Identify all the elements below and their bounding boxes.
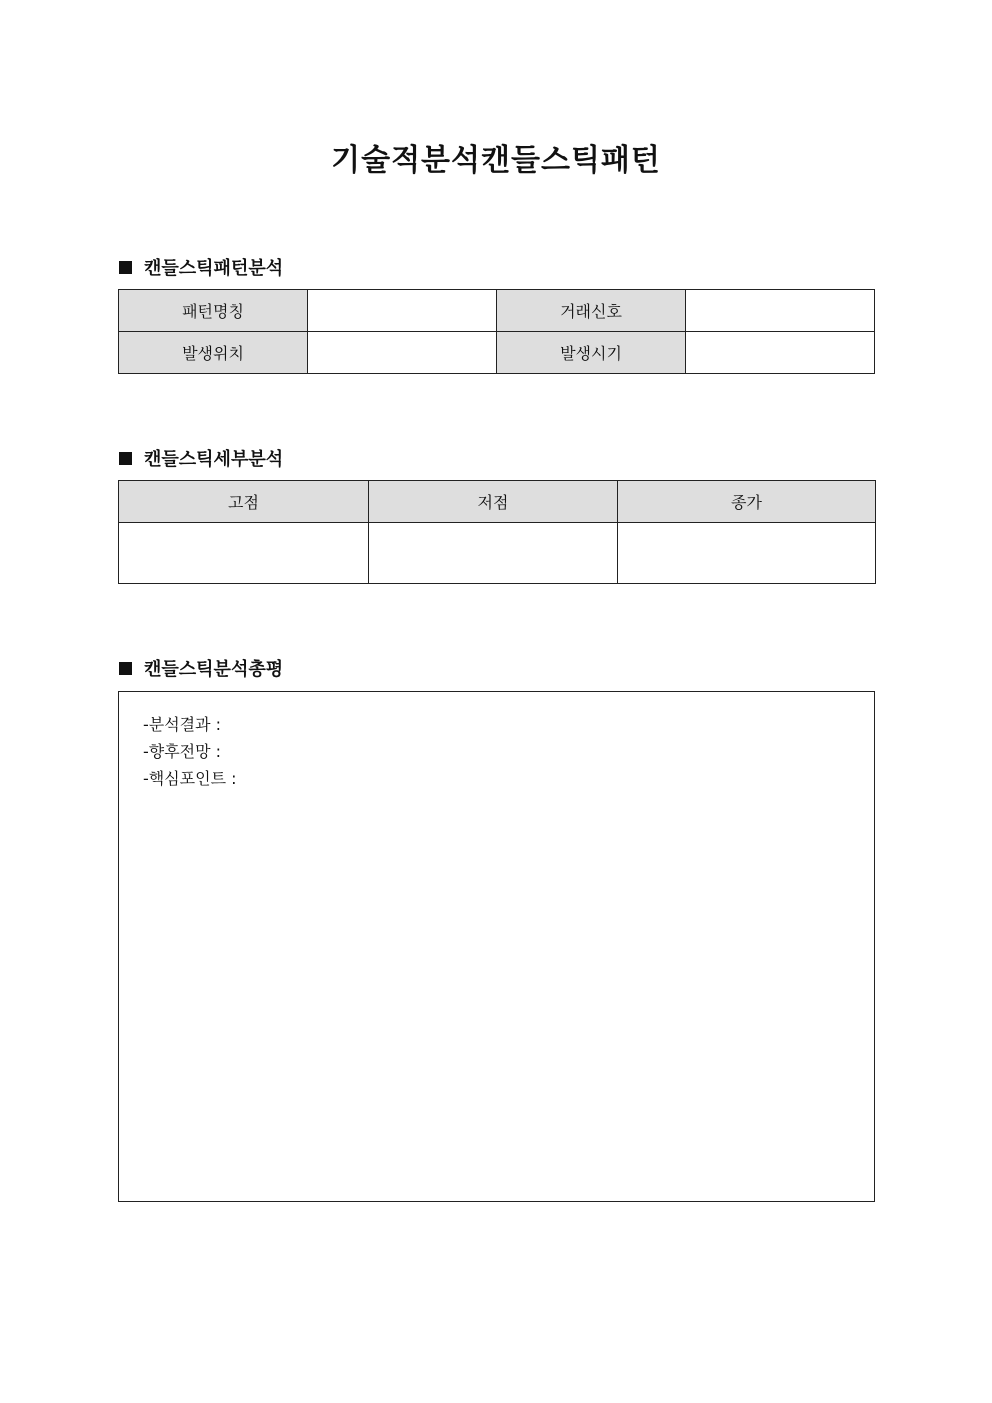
occurrence-location-field[interactable] (308, 332, 497, 374)
section-heading-detail (119, 445, 283, 471)
header-low: 저점 (369, 481, 618, 523)
square-bullet-icon (119, 452, 132, 465)
page-title: 기술적분석캔들스틱패턴 (331, 143, 661, 178)
section-title: 캔들스틱세부분석 (144, 449, 284, 470)
table-header-row (119, 481, 876, 523)
high-field[interactable] (119, 523, 369, 584)
summary-line-analysis-result: -분석결과 : (143, 715, 222, 734)
summary-line-outlook: -향후전망 : (143, 742, 222, 761)
label-pattern-name: 패턴명칭 (119, 290, 308, 332)
label-occurrence-location: 발생위치 (119, 332, 308, 374)
section-heading-summary (119, 655, 283, 681)
table-row (119, 332, 875, 374)
table-row (119, 523, 876, 584)
close-field[interactable] (618, 523, 876, 584)
header-close: 종가 (618, 481, 876, 523)
square-bullet-icon (119, 662, 132, 675)
table-row (119, 290, 875, 332)
section-title: 캔들스틱패턴분석 (144, 258, 284, 279)
label-occurrence-time: 발생시기 (497, 332, 686, 374)
detail-table (118, 480, 876, 584)
label-trade-signal: 거래신호 (497, 290, 686, 332)
pattern-name-field[interactable] (308, 290, 497, 332)
header-high: 고점 (119, 481, 369, 523)
square-bullet-icon (119, 261, 132, 274)
low-field[interactable] (369, 523, 618, 584)
summary-box[interactable] (118, 691, 875, 1202)
pattern-table (118, 289, 875, 374)
section-title: 캔들스틱분석총평 (144, 659, 284, 680)
section-heading-pattern (119, 254, 283, 280)
occurrence-time-field[interactable] (686, 332, 875, 374)
trade-signal-field[interactable] (686, 290, 875, 332)
summary-line-key-point: -핵심포인트 : (143, 769, 237, 788)
